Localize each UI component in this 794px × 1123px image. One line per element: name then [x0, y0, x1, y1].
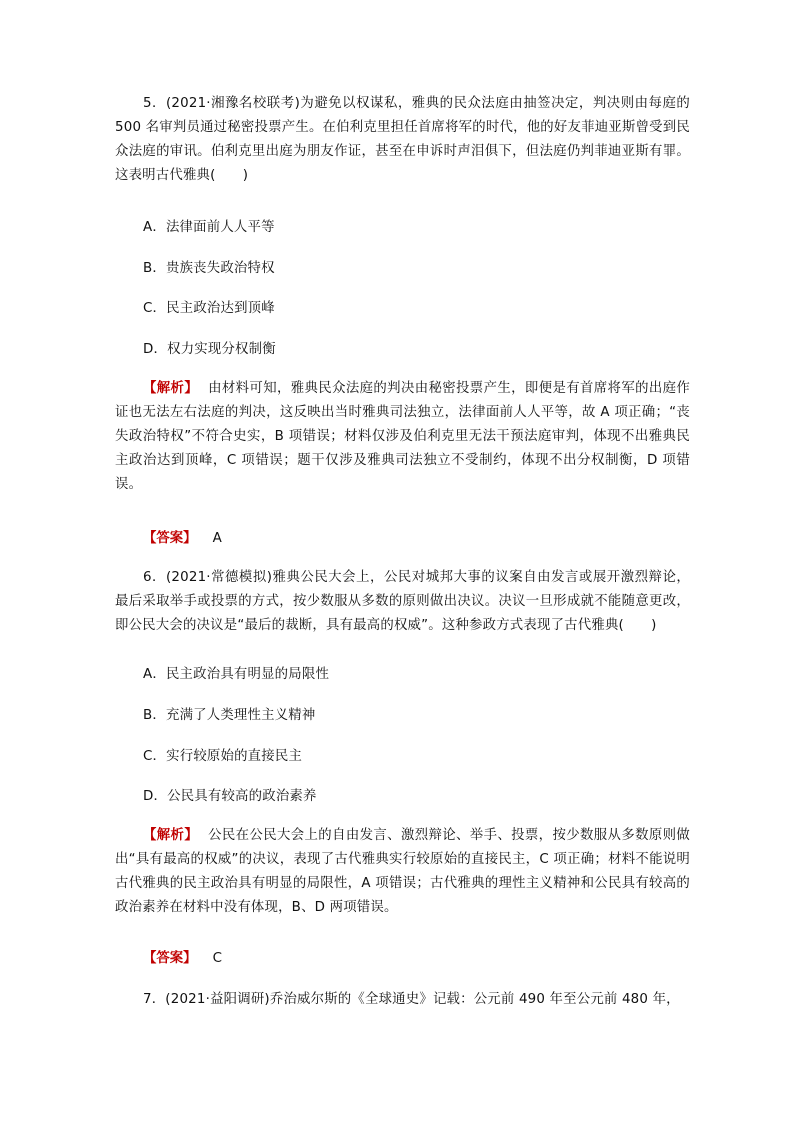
question-6-analysis [115, 824, 690, 920]
question-5-option-d: D．权力实现分权制衡 [143, 342, 276, 357]
question-5-stem: 5．(2021·湘豫名校联考)为避免以权谋私，雅典的民众法庭由抽签决定，判决则由每庭的 500 名审判员通过秘密投票产生。在伯利克里担任首席将军的时代，他的好友菲迪亚斯曾受到民众法庭的审讯。伯利克里出庭为朋友作证，甚至在申诉时声泪俱下，但法庭仍判菲迪亚斯有罪。这表明古代雅典( ) [115, 96, 690, 183]
question-6-answer [143, 949, 222, 969]
question-5-option-a: A．法律面前人人平等 [143, 220, 275, 235]
question-6-option-b: B．充满了人类理性主义精神 [143, 708, 316, 723]
analysis-label: 【解析】 [143, 828, 199, 843]
question-6-option-d: D．公民具有较高的政治素养 [143, 789, 317, 804]
question-6-stem: 6．(2021·常德模拟)雅典公民大会上，公民对城邦大事的议案自由发言或展开激烈辩论，最后采取举手或投票的方式，按少数服从多数的原则做出决议。决议一旦形成就不能随意更改，即公民大会的决议是“最后的裁断，具有最高的权威”。这种参政方式表现了古代雅典( ) [115, 570, 690, 633]
question-6-option-c: C．实行较原始的直接民主 [143, 749, 303, 764]
question-6-option-a: A．民主政治具有明显的局限性 [143, 667, 330, 682]
answer-label: 【答案】 [143, 531, 197, 546]
question-7-stem: 7．(2021·益阳调研)乔治威尔斯的《全球通史》记载：公元前 490 年至公元前 480 年， [143, 992, 680, 1007]
answer-value: C [212, 951, 222, 966]
answer-value: A [212, 531, 222, 546]
question-5-answer [143, 529, 222, 549]
analysis-text: 公民在公民大会上的自由发言、激烈辩论、举手、投票，按少数服从多数原则做出“具有最高的权威”的决议，表现了古代雅典实行较原始的直接民主，C 项正确；材料不能说明古代雅典的民主政治具有明显的局限性，A 项错误；古代雅典的理性主义精神和公民具有较高的政治素养在材料中没有体现，B、D 两项错误。 [115, 828, 690, 915]
question-5-analysis [115, 377, 690, 497]
analysis-label: 【解析】 [143, 381, 199, 396]
analysis-text: 由材料可知，雅典民众法庭的判决由秘密投票产生，即便是有首席将军的出庭作证也无法左右法庭的判决，这反映出当时雅典司法独立，法律面前人人平等，故 A 项正确；“丧失政治特权”不符合史实，B 项错误；材料仅涉及伯利克里无法干预法庭审判，体现不出雅典民主政治达到顶峰，C 项错误；题干仅涉及雅典司法独立不受制约，体现不出分权制衡，D 项错误。 [115, 381, 690, 492]
question-5-option-b: B．贵族丧失政治特权 [143, 261, 275, 276]
question-5-option-c: C．民主政治达到顶峰 [143, 301, 275, 316]
answer-label: 【答案】 [143, 951, 197, 966]
